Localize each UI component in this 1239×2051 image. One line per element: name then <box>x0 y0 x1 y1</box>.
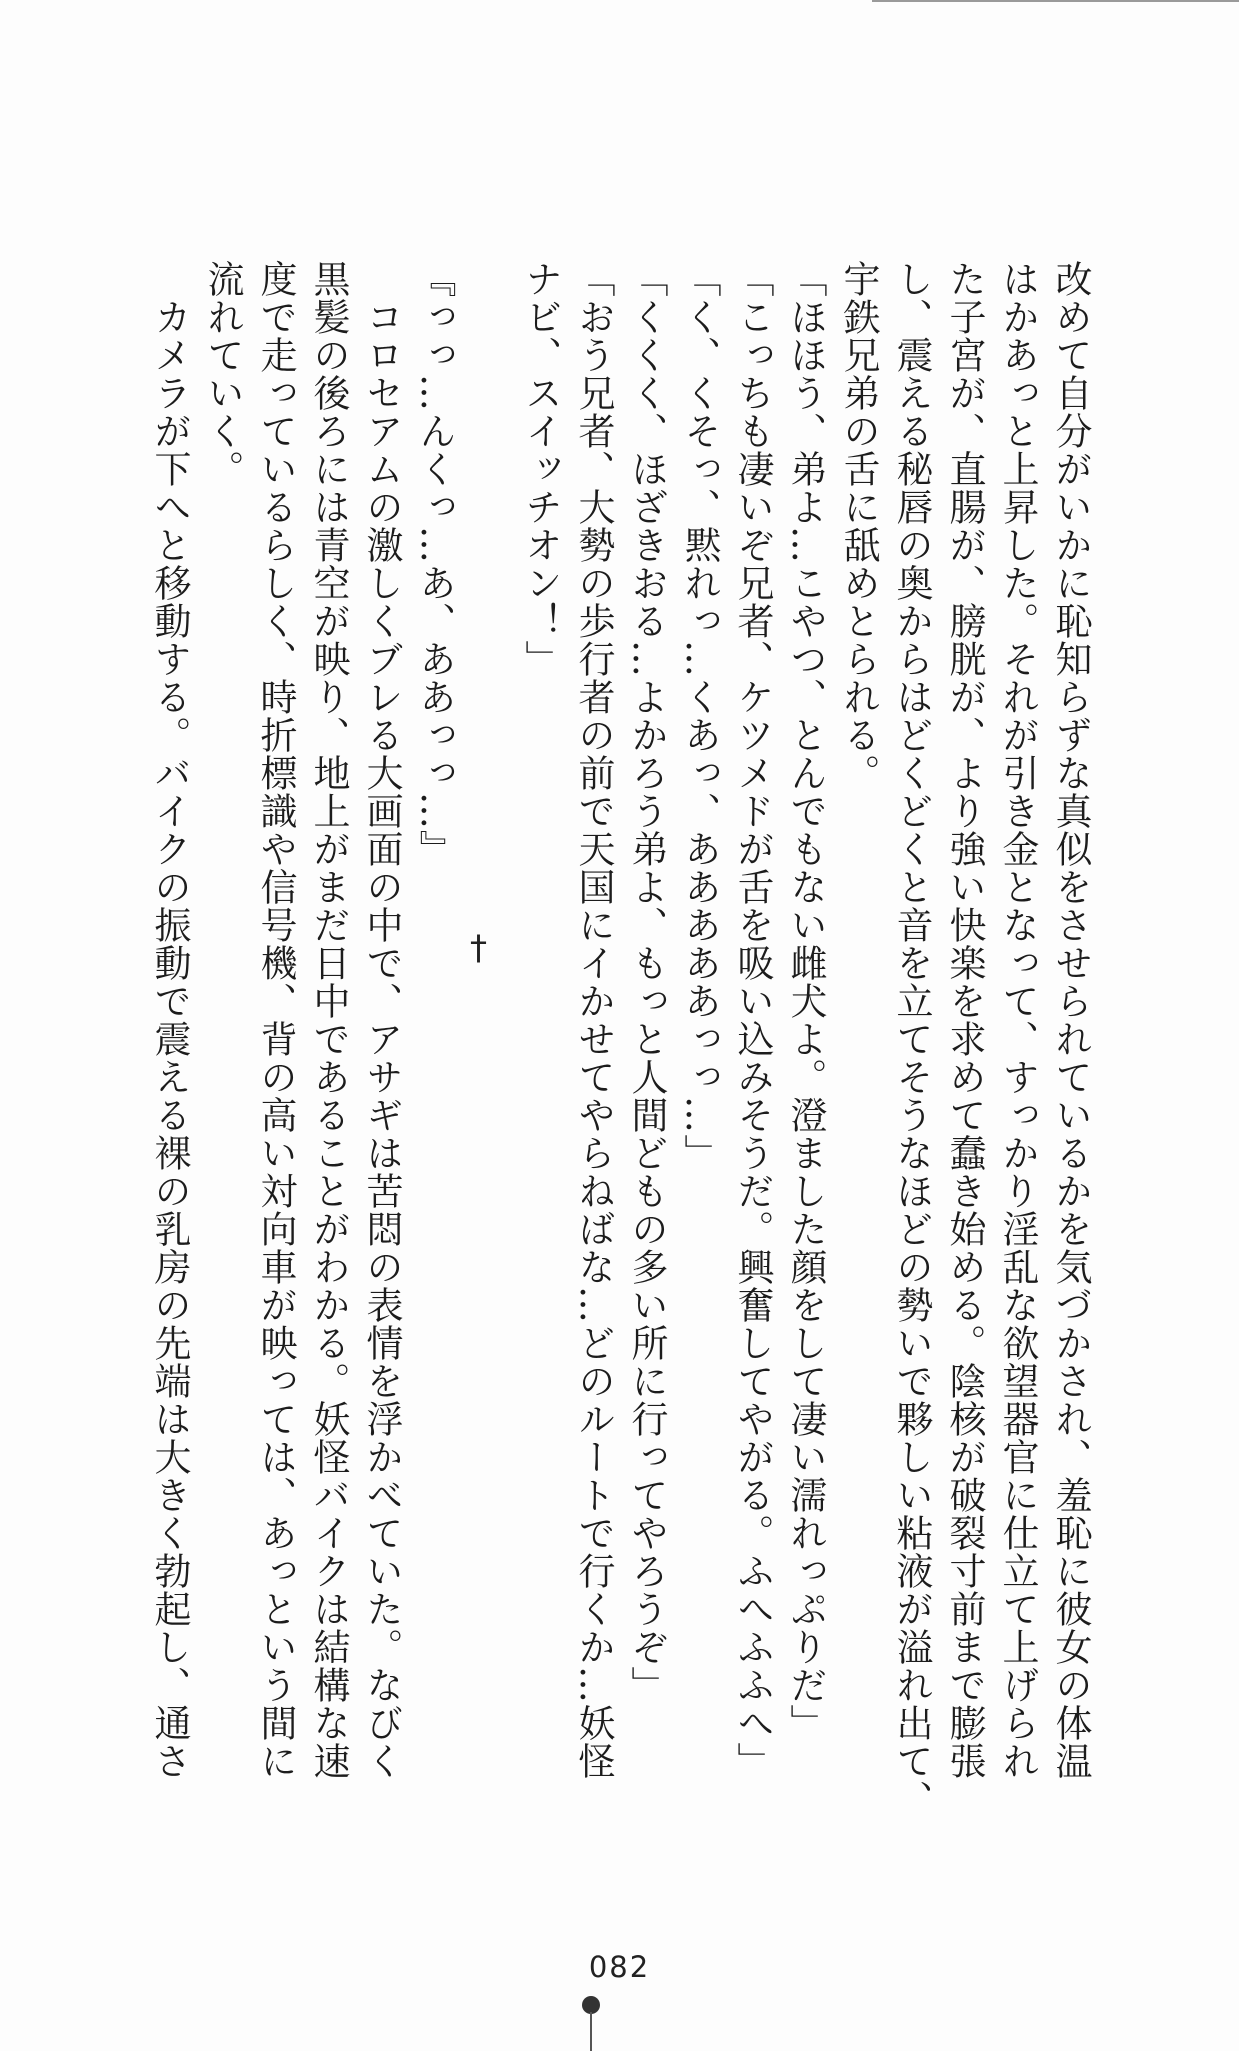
body-text <box>143 260 1097 1818</box>
section-separator-dagger: † <box>470 928 487 968</box>
dialogue-line: 「おう兄者、大勢の歩行者の前で天国にイかせてやらねばな…どのルートで行くか…妖怪 <box>572 260 615 1780</box>
text-line: カメラが下へと移動する。バイクの振動で震える裸の乳房の先端は大きく勃起し、通さ <box>148 260 191 1780</box>
page-number: 082 <box>588 1950 651 1984</box>
text-line: 黒髪の後ろには青空が映り、地上がまだ日中であることがわかる。妖怪バイクは結構な速 <box>307 260 350 1780</box>
dialogue-line: 「ほほう、弟よ…こやつ、とんでもない雌犬よ。澄ました顔をして凄い濡れっぷりだ」 <box>784 260 827 1742</box>
dialogue-line: 「くくく、ほざきおる…よかろう弟よ、もっと人間どもの多い所に行ってやろうぞ」 <box>625 260 668 1704</box>
text-line: コロセアムの激しくブレる大画面の中で、アサギは苦悶の表情を浮かべていた。なびく <box>360 260 403 1780</box>
text-line: 改めて自分がいかに恥知らずな真似をさせられているかを気づかされ、羞恥に彼女の体温 <box>1049 260 1092 1780</box>
text-line: 度で走っているらしく、時折標識や信号機、背の高い対向車が映っては、あっという間に <box>254 260 297 1780</box>
section-gap <box>461 260 514 1680</box>
dialogue-line: 『っっ…んくっ…あ、ああっっ…』 <box>413 260 456 868</box>
text-line: 流れていく。 <box>201 260 244 488</box>
text-line: 宇鉄兄弟の舌に舐めとられる。 <box>837 260 880 792</box>
dialogue-line: 「く、くそっ、黙れっ…くあっ、あああああっっ…」 <box>678 260 721 1172</box>
text-line: し、震える秘唇の奥からはどくどくと音を立てそうなほどの勢いで夥しい粘液が溢れ出て、 <box>890 260 933 1818</box>
dialogue-line: 「こっちも凄いぞ兄者、ケツメドが舌を吸い込みそうだ。興奮してやがる。ふへふふへ」 <box>731 260 774 1780</box>
text-line: はかあっと上昇した。それが引き金となって、すっかり淫乱な欲望器官に仕立て上げられ <box>996 260 1039 1780</box>
dialogue-line: ナビ、スイッチオン！」 <box>519 260 562 678</box>
text-line: た子宮が、直腸が、膀胱が、より強い快楽を求めて蠢き始める。陰核が破裂寸前まで膨張 <box>943 260 986 1780</box>
top-rule <box>872 0 1239 2</box>
page-marker-line <box>590 2012 592 2051</box>
